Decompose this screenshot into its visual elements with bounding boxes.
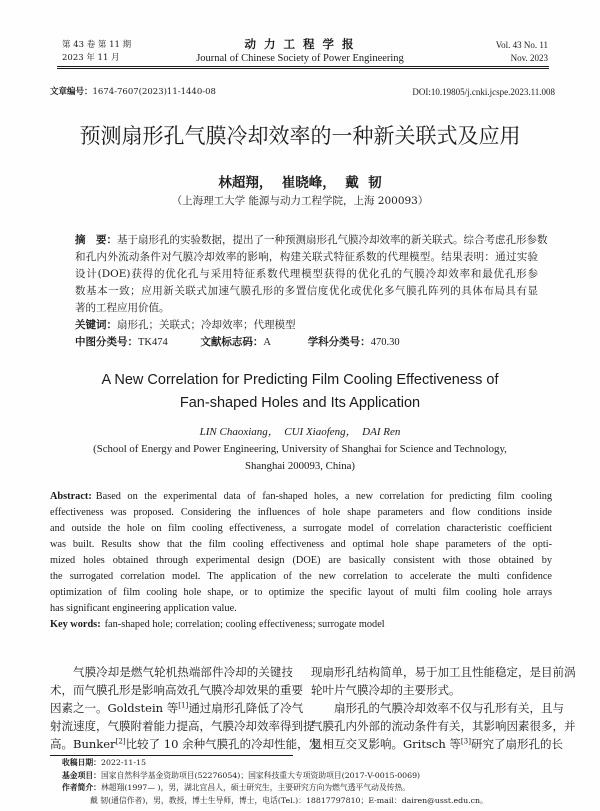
volume-issue-en: Vol. 43 No. 11 <box>495 40 548 50</box>
body-line <box>311 735 563 753</box>
header-rule <box>57 66 549 69</box>
funding-text: 国家自然科学基金资助项目(52276054)；国家科技重大专项资助项目(2017-V-0015-0069) <box>100 770 421 780</box>
abstract-en-line: effectiveness was proposed. Considering the influences of hole shape parameters and flow conditions inside <box>50 507 552 518</box>
document-code-value: A <box>263 337 271 348</box>
author-bio-label: 作者简介： <box>62 783 101 793</box>
body-text: 因素之一。Goldstein 等 <box>50 701 179 715</box>
body-text: 研究了扇形孔的长 <box>470 737 563 751</box>
page-title-cn: 预测扇形孔气膜冷却效率的一种新关联式及应用 <box>79 124 521 148</box>
doi: DOI:10.19805/j.cnki.jcspe.2023.11.008 <box>412 87 555 97</box>
body-line: 气膜冷却是燃气轮机热端部件冷却的关键技 <box>73 665 293 679</box>
affiliation-cn: （上海理工大学 能源与动力工程学院，上海 200093） <box>171 195 429 207</box>
subject-code-value: 470.30 <box>370 337 400 348</box>
abstract-cn <box>75 232 548 351</box>
received-date: 2022-11-15 <box>100 758 146 767</box>
issue-date-en: Nov. 2023 <box>510 53 548 63</box>
subject-code <box>308 334 400 351</box>
clc-code <box>75 334 197 351</box>
abstract-cn-line: 著的工程应用价值。 <box>75 302 170 314</box>
footnotes <box>50 757 560 807</box>
body-text: 高。Bunker <box>50 737 116 751</box>
body-line: 射流速度，气膜附着能力提高，气膜冷却效率得到提 <box>50 719 315 733</box>
classification-row <box>75 334 538 351</box>
keywords-en <box>50 617 552 633</box>
article-meta-row <box>50 86 555 98</box>
issue-date-cn: 2023 年 11 月 <box>62 53 120 63</box>
keywords-cn-value: 扇形孔；关联式；冷却效率；代理模型 <box>117 319 296 331</box>
article-number <box>50 86 216 98</box>
header-right <box>496 39 548 65</box>
body-line <box>50 699 304 717</box>
affiliation-en <box>20 441 580 475</box>
abstract-cn-line: 和孔内外流动条件对气膜冷却效率的影响，构建关联式特征系数的代理模型。结果表明：通过实验 <box>75 251 538 263</box>
body-column-right <box>311 663 576 753</box>
body-line: 轮叶片气膜冷却的主要形式。 <box>311 683 461 697</box>
body-column-left <box>50 663 321 753</box>
authors-cn: 林超翔， 崔晓峰， 戴 韧 <box>218 175 382 191</box>
abstract-en <box>50 489 552 633</box>
title-en-line: A New Correlation for Predicting Film Cooling Effectiveness of <box>101 372 499 388</box>
body-text: 且相互交叉影响。Gritsch 等 <box>311 737 461 751</box>
abstract-en-line: the surrogated correlation model. The application of the new correlation to accelerate the multi confidence <box>50 571 552 582</box>
body-line: 气膜孔内外部的流动条件有关，其影响因素很多，并 <box>311 719 576 733</box>
abstract-en-line: was built. Results show that the film cooling effectiveness and optimal hole shape parameters of the opti- <box>50 539 552 550</box>
keywords-en-label: Key words: <box>50 619 101 630</box>
document-code <box>200 334 304 351</box>
funding-label: 基金项目： <box>62 770 101 780</box>
keywords-cn-label: 关键词： <box>75 319 117 331</box>
footnote-corresponding-author: 戴 韧(通信作者)，男，教授，博士生导师，博士，电话(Tel.)：18817797810；E-mail：dairen@usst.edu.cn。 <box>90 795 488 805</box>
authors-en: LIN Chaoxiang， CUI Xiaofeng， DAI Ren <box>199 426 401 438</box>
volume-issue-cn: 第 43 卷 第 11 期 <box>62 40 132 50</box>
title-en-line: Fan-shaped Holes and Its Application <box>179 395 421 411</box>
abstract-cn-line <box>75 232 548 249</box>
author-bio-text: 林超翔(1997— )，男，湖北宜昌人，硕士研究生，主要研究方向为燃气透平气动及传热。 <box>100 783 411 793</box>
journal-name-en: Journal of Chinese Society of Power Engineering <box>196 53 404 64</box>
keywords-cn <box>75 317 538 334</box>
footnote-received <box>50 757 560 770</box>
abstract-en-line: has significant engineering application value. <box>50 603 237 614</box>
received-label: 收稿日期： <box>62 758 101 767</box>
citation-ref: [3] <box>460 736 471 746</box>
abstract-cn-label: 摘 要： <box>75 234 117 246</box>
body-line: 现扇形孔结构简单，易于加工且性能稳定，是目前涡 <box>311 665 576 679</box>
footnote-author <box>50 782 560 795</box>
abstract-en-text: Based on the experimental data of fan-shaped holes, a new correlation for predicting film cooling <box>95 491 552 502</box>
clc-label: 中图分类号： <box>75 336 138 348</box>
body-line: 扇形孔的气膜冷却效率不仅与孔形有关，且与 <box>334 701 564 715</box>
body-text: 比较了 10 余种气膜孔的冷却性能，发 <box>125 737 321 751</box>
abstract-en-line: mized holes obtained through experimental design (DOE) are basically consistent with those obtained by <box>50 555 552 566</box>
article-number-label: 文章编号： <box>50 87 93 97</box>
article-number-value: 1674-7607(2023)11-1440-08 <box>92 87 216 97</box>
journal-name-cn: 动 力 工 程 学 报 <box>244 37 356 51</box>
abstract-en-line <box>50 489 552 505</box>
subject-code-label: 学科分类号： <box>307 336 371 348</box>
page-title-en <box>0 369 600 415</box>
abstract-en-label: Abstract: <box>50 491 92 502</box>
abstract-cn-line: 数基本一致；应用新关联式加速气膜孔形的多置信度优化或优化多气膜孔阵列的具体布局具有显 <box>75 285 538 297</box>
body-line <box>50 735 321 753</box>
citation-ref: [2] <box>115 736 126 746</box>
header-left <box>62 39 131 65</box>
abstract-cn-line: 设计(DOE)获得的优化孔与采用特征系数代理模型获得的优化孔的气膜冷却效率和最优孔形参 <box>75 268 538 280</box>
affiliation-en-line: Shanghai 200093, China) <box>244 460 356 472</box>
header-journal <box>150 37 450 65</box>
document-code-label: 文献标志码： <box>200 336 264 348</box>
footnote-funding <box>50 770 560 783</box>
body-text: 通过扇形孔降低了冷气 <box>188 701 304 715</box>
affiliation-en-line: (School of Energy and Power Engineering, University of Shanghai for Science and Technology, <box>93 443 507 455</box>
footnote-rule <box>50 755 293 756</box>
citation-ref: [1] <box>178 700 189 710</box>
abstract-en-line: optimization of film cooling hole shape, or to optimize the specific layout of multi film cooling hole arrays <box>50 587 552 598</box>
abstract-en-line: and outside the hole on film cooling effectiveness, a surrogate model of correlation characteristic coefficient <box>50 523 552 534</box>
keywords-en-value: fan-shaped hole; correlation; cooling effectiveness; surrogate model <box>104 619 385 630</box>
clc-value: TK474 <box>138 337 168 348</box>
abstract-cn-text: 基于扇形孔的实验数据，提出了一种预测扇形孔气膜冷却效率的新关联式。综合考虑孔形参数 <box>117 234 548 246</box>
body-line: 术，而气膜孔形是影响高效孔气膜冷却效果的重要 <box>50 683 303 697</box>
